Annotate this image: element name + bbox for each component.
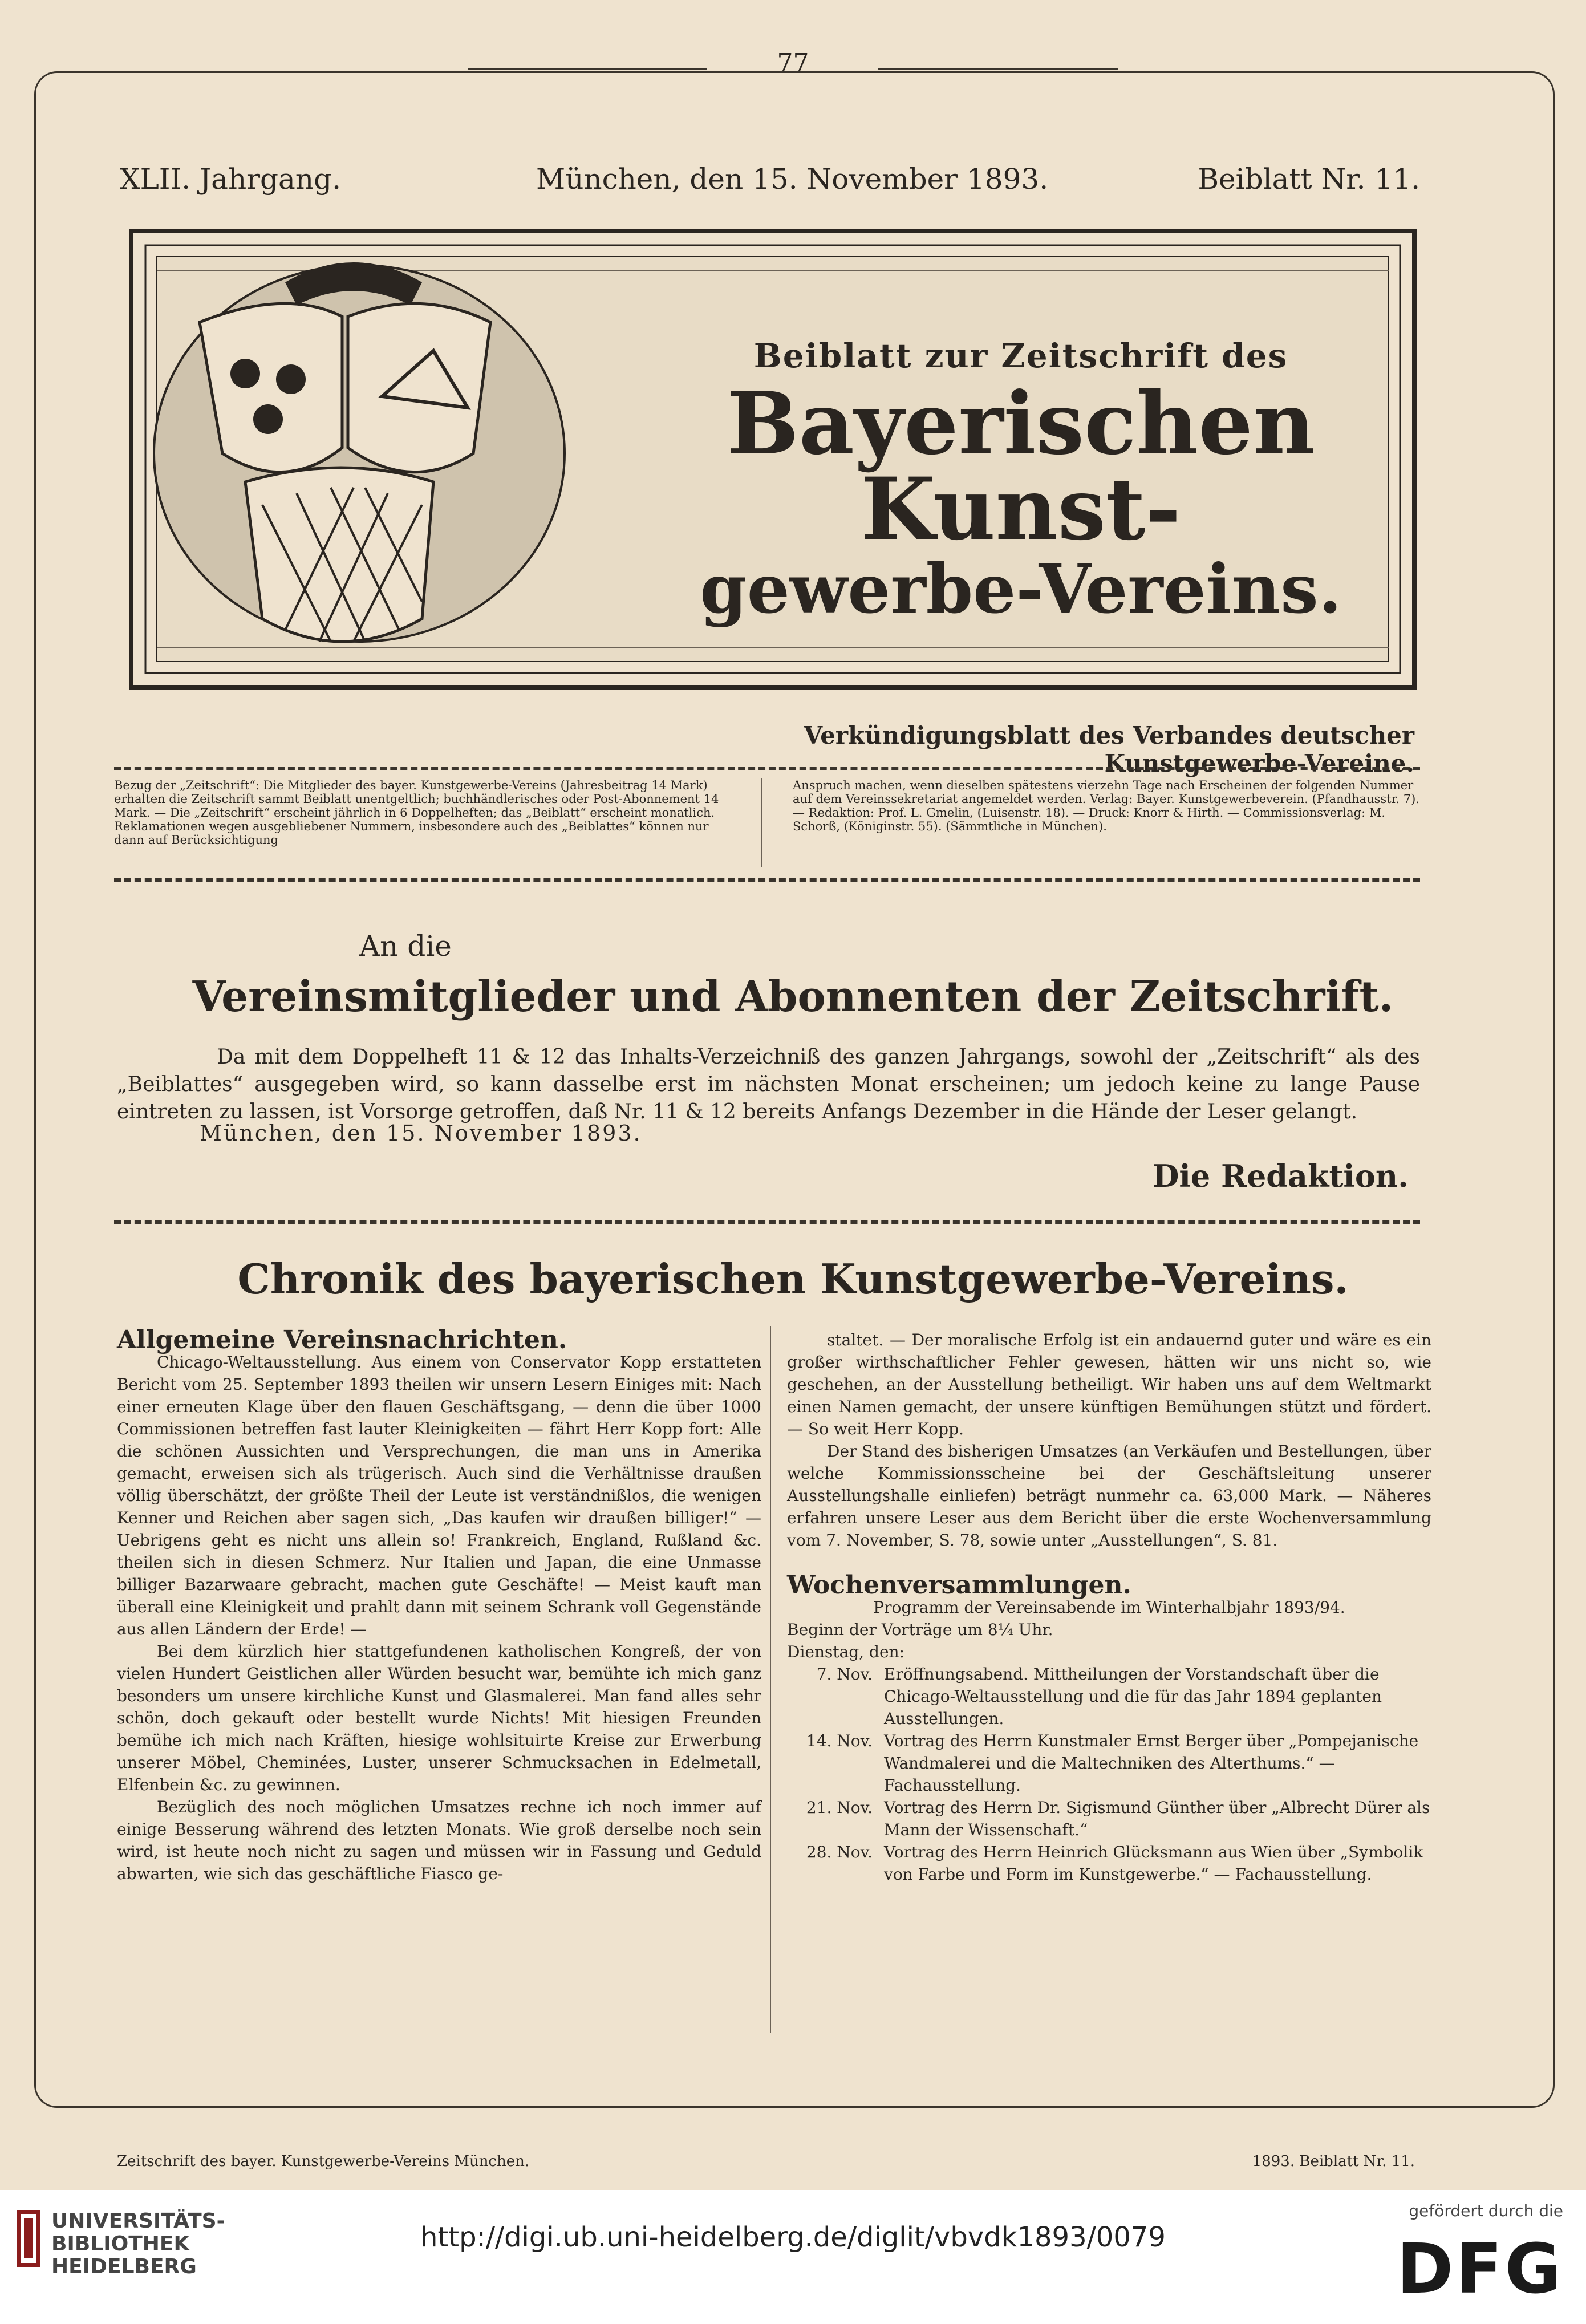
salutation: An die [359, 930, 452, 963]
program-item [787, 1730, 1431, 1796]
program-item [787, 1796, 1431, 1841]
program-text: Vortrag des Herrn Kunstmaler Ernst Berger über „Pompejanische Wandmalerei und die Maltechniken des Alterthums.“ — Fachausstellung. [884, 1731, 1419, 1795]
left-column-heading: Allgemeine Vereinsnachrichten. [117, 1325, 567, 1354]
digitization-band [0, 2190, 1586, 2324]
program-text: Vortrag des Herrn Heinrich Glücksmann aus Wien über „Symbolik von Farbe und Form im Kunstgewerbe.“ — Fachausstellung. [884, 1843, 1423, 1884]
chronicle-left-column [117, 1325, 761, 1885]
dfg-logo: DFG [1396, 2230, 1563, 2309]
section-rule [114, 1220, 1420, 1224]
top-rule-left [468, 68, 707, 70]
left-paragraph-1: Chicago-Weltausstellung. Aus einem von Conservator Kopp erstatteten Bericht vom 25. September 1893 theilen wir unsern Lesern Einiges mit: Nach einer erneuten Klage über den flauen Geschäftsgang, — denn die über 1000 Commissionen betreffen fast lauter Kleinigkeiten — fährt Herr Kopp fort: Alle die schönen Aussichten und Versprechungen, die man uns in Amerika gemacht, erweisen sich als trügerisch. Auch sind die Verhältnisse draußen völlig überschätzt, der größte Theil der Leute ist verständnißlos, die wenigen Kenner und Reichen aber sagen sich, „Das kaufen wir draußen billiger!“ — Uebrigens geht es nicht uns allein so! Frankreich, England, Rußland &c. theilen sich in diesen Schmerz. Nur Italien und Japan, die eine Unmasse billiger Bazarwaare gebracht, machen gute Geschäfte! — Meist kauft man überall eine Kleinigkeit und prahlt dann mit seinem Schrank voll Gegenstände aus allen Ländern der Erde! — [117, 1353, 761, 1638]
masthead-title [622, 336, 1420, 626]
chronicle-heading: Chronik des bayerischen Kunstgewerbe-Vereins. [237, 1255, 1349, 1303]
program-date: 21. Nov. [806, 1798, 873, 1817]
uni-line-1: UNIVERSITÄTS- [51, 2209, 225, 2233]
masthead-line-1: Beiblatt zur Zeitschrift des [753, 336, 1288, 375]
info-rule-bottom [114, 878, 1420, 882]
program-text: Eröffnungsabend. Mittheilungen der Vorstandschaft über die Chicago-Weltausstellung und die für das Jahr 1894 geplanten Ausstellungen. [884, 1665, 1382, 1728]
page-number: 77 [777, 48, 809, 78]
program-date: 28. Nov. [806, 1843, 873, 1861]
program-text: Vortrag des Herrn Dr. Sigismund Günther über „Albrecht Dürer als Mann der Wissenschaft.“ [884, 1798, 1430, 1839]
source-url[interactable]: http://digi.ub.uni-heidelberg.de/diglit/vbvdk1893/0079 [420, 2221, 1166, 2253]
issue-label: Beiblatt Nr. 11. [1198, 163, 1420, 196]
left-paragraph-3: Bezüglich des noch möglichen Umsatzes rechne ich noch immer auf einige Besserung während des letzten Monats. Wie groß derselbe noch sein wird, ist heute noch nicht zu sagen und müssen wir in Fassung und Geduld abwarten, wie sich das geschäftliche Fiasco ge- [117, 1798, 761, 1883]
notice-body [117, 1044, 1420, 1126]
chronicle-right-column [787, 1329, 1431, 1885]
left-paragraph-2: Bei dem kürzlich hier stattgefundenen katholischen Kongreß, der von vielen Hundert Geistlichen aller Würden besucht war, bemühte ich mich ganz besonders um unsere kirchliche Kunst und Glasmalerei. Man fand alles sehr schön, doch gekauft oder bestellt wurde Nichts! Mit hiesigen Freunden bemühe ich mich nach Kräften, hiesige wohlsituirte Kreise zur Erwerbung unserer Möbel, Cheminées, Luster, unserer Schmucksachen in Edelmetall, Elfenbein &c. zu gewinnen. [117, 1642, 761, 1794]
info-divider [761, 778, 762, 867]
footer-right: 1893. Beiblatt Nr. 11. [1252, 2153, 1415, 2170]
column-divider [770, 1326, 771, 2033]
program-date: 14. Nov. [806, 1731, 873, 1750]
uni-line-2: BIBLIOTHEK [51, 2232, 190, 2256]
uni-line-3: HEIDELBERG [51, 2255, 197, 2278]
masthead-subtitle: Verkündigungsblatt des Verbandes deutscher Kunstgewerbe-Vereine. [804, 721, 1414, 777]
footer-left: Zeitschrift des bayer. Kunstgewerbe-Vereins München. [117, 2153, 530, 2170]
right-paragraph-1: staltet. — Der moralische Erfolg ist ein andauernd guter und wäre es ein großer wirthschaftlicher Fehler gewesen, hätten wir uns nicht so, wie geschehen, an der Ausstellung betheiligt. Wir haben uns auf dem Weltmarkt einen Namen gemacht, der unsere künftigen Bemühungen stützt und fördert. — So weit Herr Kopp. [787, 1331, 1431, 1438]
notice-signature: Die Redaktion. [1152, 1158, 1409, 1194]
info-rule-top [114, 767, 1420, 770]
masthead-line-2: Bayerischen Kunst- [727, 374, 1315, 559]
dfg-caption: gefördert durch die [1409, 2201, 1563, 2220]
top-rule-right [878, 68, 1118, 70]
notice-date: München, den 15. November 1893. [200, 1121, 642, 1146]
coat-of-arms-icon [154, 262, 565, 642]
right-paragraph-2: Der Stand des bisherigen Umsatzes (an Verkäufen und Bestellungen, über welche Kommissionsscheine bei der Geschäftsleitung unserer Ausstellungshalle einliefen) beträgt nunmehr ca. 63,000 Mark. — Näheres erfahren unsere Leser aus dem Bericht über die erste Wochenversammlung vom 7. November, S. 78, sowie unter „Ausstellungen“, S. 81. [787, 1442, 1431, 1550]
program-date: 7. Nov. [816, 1665, 873, 1684]
program-begin: Beginn der Vorträge um 8¼ Uhr. [787, 1620, 1053, 1639]
notice-paragraph: Da mit dem Doppelheft 11 & 12 das Inhalts-Verzeichniß des ganzen Jahrgangs, sowohl der „Zeitschrift“ als des „Beiblattes“ ausgegeben wird, so kann dasselbe erst im nächsten Monat erscheinen; um jedoch keine zu lange Pause eintreten zu lassen, ist Vorsorge getroffen, daß Nr. 11 & 12 bereits Anfangs Dezember in die Hände der Leser gelangt. [117, 1045, 1420, 1124]
program-title: Programm der Vereinsabende im Winterhalbjahr 1893/94. [873, 1598, 1345, 1617]
program-item [787, 1663, 1431, 1730]
place-date: München, den 15. November 1893. [536, 163, 1049, 196]
masthead-line-3: gewerbe-Vereins. [700, 549, 1342, 628]
program-item [787, 1841, 1431, 1885]
notice-heading: Vereinsmitglieder und Abonnenten der Zeitschrift. [192, 972, 1394, 1021]
volume-label: XLII. Jahrgang. [120, 163, 341, 196]
subscription-info-right: Anspruch machen, wenn dieselben spätestens vierzehn Tage nach Erscheinen der folgenden Nummer auf dem Vereinssekretariat angemeldet werden. Verlag: Bayer. Kunstgewerbeverein. (Pfandhausstr. 7). — Redaktion: Prof. L. Gmelin, (Luisenstr. 18). — Druck: Knorr & Hirth. — Commissionsverlag: M. Schorß, (Königinstr. 55). (Sämmtliche in München). [793, 778, 1419, 833]
program-day: Dienstag, den: [787, 1642, 905, 1661]
right-column-heading: Wochenversammlungen. [787, 1571, 1131, 1600]
subscription-info-left: Bezug der „Zeitschrift“: Die Mitglieder des bayer. Kunstgewerbe-Vereins (Jahresbeitrag 14 Mark) erhalten die Zeitschrift sammt Beiblatt unentgeltlich; buchhändlerisches oder Post-Abonnement 14 Mark. — Die „Zeitschrift“ erscheint jährlich in 6 Doppelheften; das „Beiblatt“ erscheint monatlich. Reklamationen wegen ausgebliebener Nummern, insbesondere auch des „Beiblattes“ können nur dann auf Berücksichtigung [114, 778, 719, 847]
